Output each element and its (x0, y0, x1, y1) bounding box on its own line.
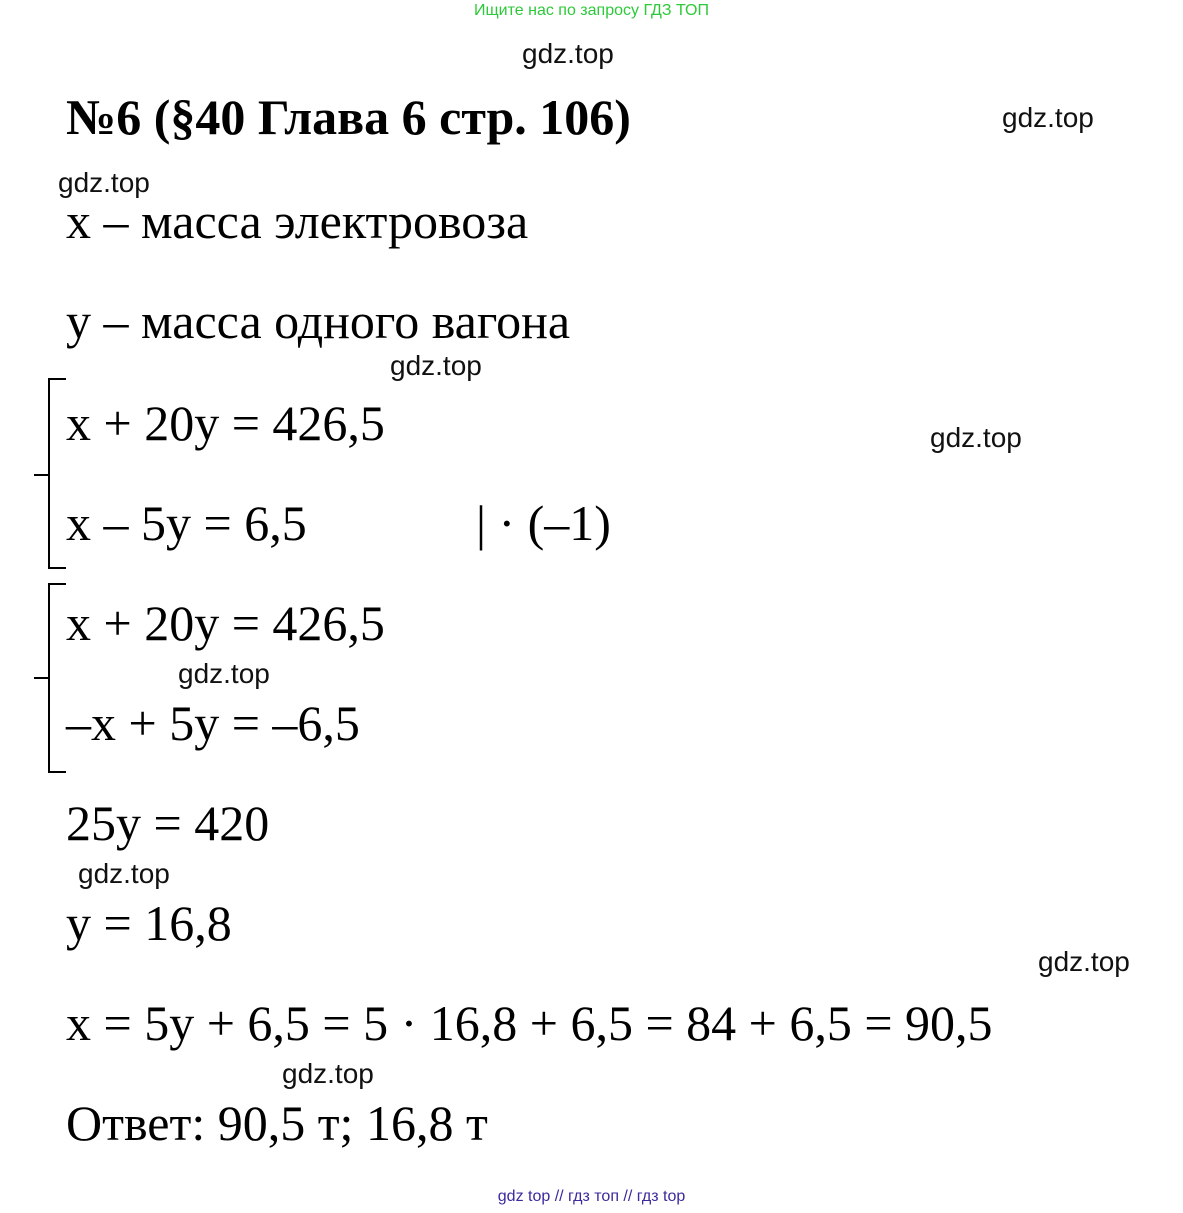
watermark: gdz.top (58, 167, 150, 198)
system-brace (48, 380, 50, 568)
brace-middle (34, 474, 48, 476)
definition-y: y – масса одного вагона (66, 293, 571, 349)
page-title: №6 (§40 Глава 6 стр. 106) (66, 89, 631, 145)
system2-equation2: –x + 5y = –6,5 (66, 695, 360, 751)
watermark: gdz.top (930, 422, 1022, 453)
footer-links: gdz top // гдз топ // гдз top (497, 1188, 686, 1205)
watermark: gdz.top (78, 858, 170, 889)
multiplier-note: | · (–1) (476, 495, 611, 551)
watermark: gdz.top (390, 350, 482, 381)
watermark: gdz.top (1038, 946, 1130, 977)
brace-bottom (48, 771, 66, 773)
y-solution: y = 16,8 (66, 895, 232, 951)
brace-top (48, 378, 66, 380)
definition-x: x – масса электровоза (66, 193, 529, 249)
sum-equation: 25y = 420 (66, 795, 270, 851)
watermark: gdz.top (522, 38, 614, 69)
brace-top (48, 583, 66, 585)
search-banner: Ищите нас по запросу ГДЗ ТОП (474, 2, 709, 19)
watermark: gdz.top (282, 1058, 374, 1089)
watermark: gdz.top (1002, 102, 1094, 133)
system2-equation1: x + 20y = 426,5 (66, 595, 385, 651)
brace-bottom (48, 567, 66, 569)
system1-equation1: x + 20y = 426,5 (66, 395, 385, 451)
answer: Ответ: 90,5 т; 16,8 т (66, 1095, 488, 1151)
watermark: gdz.top (178, 658, 270, 689)
system1-equation2: x – 5y = 6,5 (66, 495, 307, 551)
brace-middle (34, 677, 48, 679)
x-solution: x = 5y + 6,5 = 5 · 16,8 + 6,5 = 84 + 6,5 = 90,5 (66, 995, 993, 1051)
system-brace (48, 584, 50, 772)
